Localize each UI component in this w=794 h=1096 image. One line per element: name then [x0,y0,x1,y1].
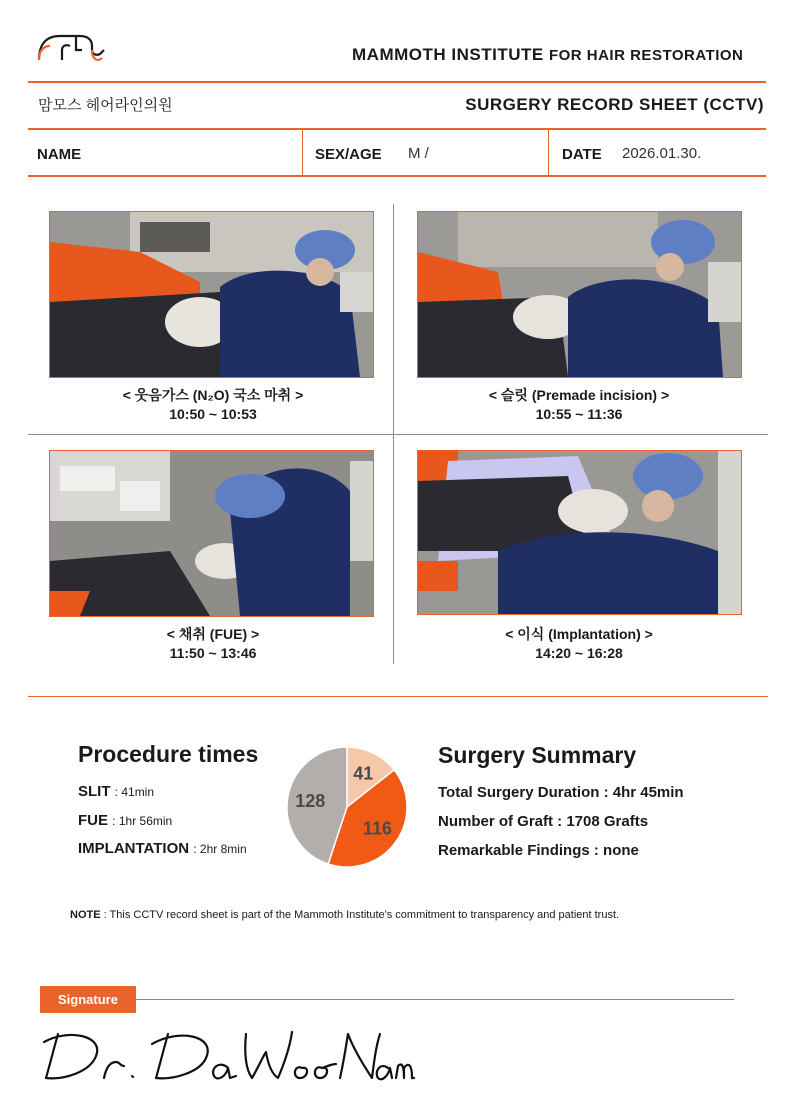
pie-data-label: 41 [353,763,374,784]
step-label: < 이식 (Implantation) > [505,626,653,642]
step-time: 14:20 ~ 16:28 [535,645,623,661]
procedure-title: Procedure times [78,741,259,767]
step-caption [399,625,759,663]
summary-row-findings: Remarkable Findings : none [438,842,639,859]
name-label: NAME [37,146,82,163]
note-text: : This CCTV record sheet is part of the Mammoth Institute's commitment to transparency and patient trust. [100,909,620,921]
info-divider [548,129,549,176]
step-label: < 채취 (FUE) > [166,626,260,642]
summary-row-duration: Total Surgery Duration : 4hr 45min [438,784,684,801]
sheet-title: SURGERY RECORD SHEET (CCTV) [465,95,764,114]
summary-row-grafts: Number of Graft : 1708 Grafts [438,813,649,830]
cctv-photo-fue [49,450,374,617]
header-bottom-rule [28,175,766,177]
signature-line [136,999,734,1000]
info-divider [302,129,303,176]
note [70,909,619,921]
step-label: < 슬릿 (Premade incision) > [488,387,670,403]
procedure-row [78,783,154,800]
procedure-row [78,840,247,857]
sex-age-label: SEX/AGE [315,146,382,163]
procedure-label: SLIT [78,783,111,800]
procedure-label: FUE [78,812,108,829]
date-value: 2026.01.30. [622,145,702,162]
institute-name [352,45,743,65]
signature-label: Signature [40,986,136,1013]
step-caption [33,386,393,424]
date-label: DATE [562,146,602,163]
header-mid-rule [28,128,766,130]
cctv-photo-implantation [417,450,742,615]
cctv-photo-anesthesia [49,211,374,378]
step-time: 10:50 ~ 10:53 [169,406,257,422]
grid-divider-horizontal [28,434,768,435]
step-time: 10:55 ~ 11:36 [535,406,623,422]
section-rule [28,696,768,697]
mammoth-logo-icon [36,28,108,64]
procedure-value: : 1hr 56min [112,814,173,828]
step-caption [33,625,393,663]
pie-data-label: 128 [295,791,326,812]
cctv-photo-slit [417,211,742,378]
sex-age-value: M / [408,145,429,162]
procedure-row [78,812,172,829]
procedure-value: : 2hr 8min [193,842,247,856]
pie-data-label: 116 [362,818,392,839]
header-top-rule [28,81,766,83]
summary-title: Surgery Summary [438,742,637,768]
procedure-pie-chart [284,744,410,870]
procedure-label: IMPLANTATION [78,840,190,857]
step-time: 11:50 ~ 13:46 [169,645,257,661]
step-label: < 웃음가스 (N₂O) 국소 마취 > [122,387,304,403]
clinic-korean-name: 맘모스 헤어라인의원 [38,97,173,114]
institute-main: MAMMOTH INSTITUTE [352,45,544,64]
procedure-value: : 41min [114,785,155,799]
step-caption [399,386,759,424]
institute-sub: FOR HAIR RESTORATION [548,47,744,64]
handwritten-signature [40,1024,420,1088]
note-label: NOTE [70,909,101,921]
